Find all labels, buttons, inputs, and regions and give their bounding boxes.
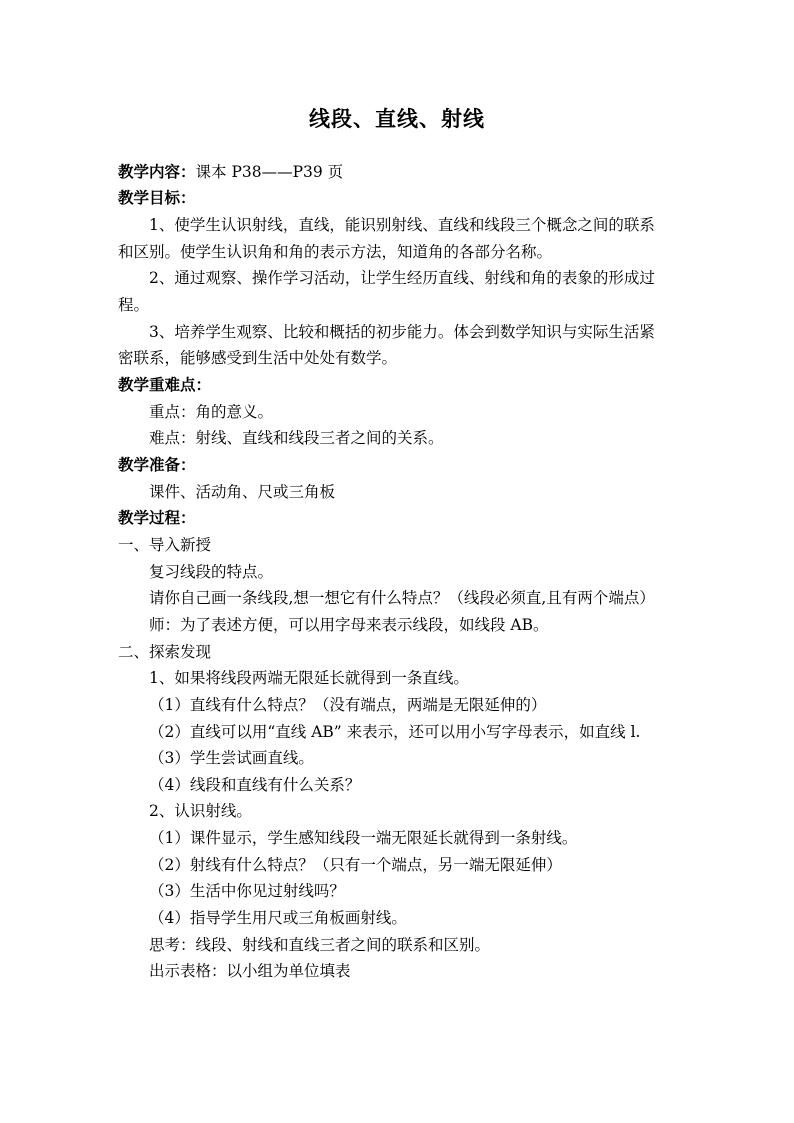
section-2-line: （3）学生尝试画直线。 <box>149 749 314 767</box>
section-2-line: 思考：线段、射线和直线三者之间的联系和区别。 <box>149 936 491 954</box>
section-2-line: （4）线段和直线有什么关系？ <box>149 776 361 794</box>
content-text: 课本 P38——P39 页 <box>195 163 344 181</box>
objectives-heading: 教学目标： <box>118 188 196 207</box>
objective-3-line-1: 3、培养学生观察、比较和概括的初步能力。体会到数学知识与实际生活紧 <box>149 323 655 341</box>
section-1-title: 一、导入新授 <box>118 536 212 554</box>
content-label: 教学内容： <box>118 162 196 181</box>
content-line <box>118 162 343 182</box>
objective-1-line-2: 和区别。使学生认识角和角的表示方法，知道角的各部分名称。 <box>118 243 553 261</box>
preparation-heading: 教学准备： <box>118 455 196 474</box>
section-2-line: （4）指导学生用尺或三角板画射线。 <box>149 909 407 927</box>
section-2-line: 出示表格：以小组为单位填表 <box>149 962 351 980</box>
objective-2-line-1: 2、通过观察、操作学习活动，让学生经历直线、射线和角的表象的形成过 <box>149 269 655 287</box>
section-1-line: 复习线段的特点。 <box>149 563 274 581</box>
section-2-line: （1）直线有什么特点？（没有端点，两端是无限延伸的） <box>149 696 547 714</box>
section-2-line: （2）直线可以用“直线 AB” 来表示，还可以用小写字母表示，如直线 l. <box>149 723 641 741</box>
key-point-focus: 重点：角的意义。 <box>149 403 274 421</box>
section-1-line: 师：为了表述方便，可以用字母来表示线段，如线段 AB。 <box>149 616 549 634</box>
section-2-line: 1、如果将线段两端无限延长就得到一条直线。 <box>149 669 469 687</box>
page-title: 线段、直线、射线 <box>309 106 485 131</box>
objective-1-line-1: 1、使学生认识射线，直线，能识别射线、直线和线段三个概念之间的联系 <box>149 216 655 234</box>
section-2-line: 2、认识射线。 <box>149 802 252 820</box>
section-2-line: （1）课件显示，学生感知线段一端无限延长就得到一条射线。 <box>149 829 578 847</box>
section-2-title: 二、探索发现 <box>118 643 212 661</box>
objective-3-line-2: 密联系，能够感受到生活中处处有数学。 <box>118 349 398 367</box>
objective-2-line-2: 程。 <box>118 296 150 314</box>
section-2-line: （2）射线有什么特点？（只有一个端点，另一端无限延伸） <box>149 856 562 874</box>
key-point-difficulty: 难点：射线、直线和线段三者之间的关系。 <box>149 429 444 447</box>
preparation-items: 课件、活动角、尺或三角板 <box>149 483 336 501</box>
section-1-line: 请你自己画一条线段,想一想它有什么特点？（线段必须直,且有两个端点） <box>149 589 655 607</box>
section-2-line: （3）生活中你见过射线吗？ <box>149 882 345 900</box>
process-heading: 教学过程： <box>118 508 196 527</box>
key-points-heading: 教学重难点： <box>118 375 212 394</box>
